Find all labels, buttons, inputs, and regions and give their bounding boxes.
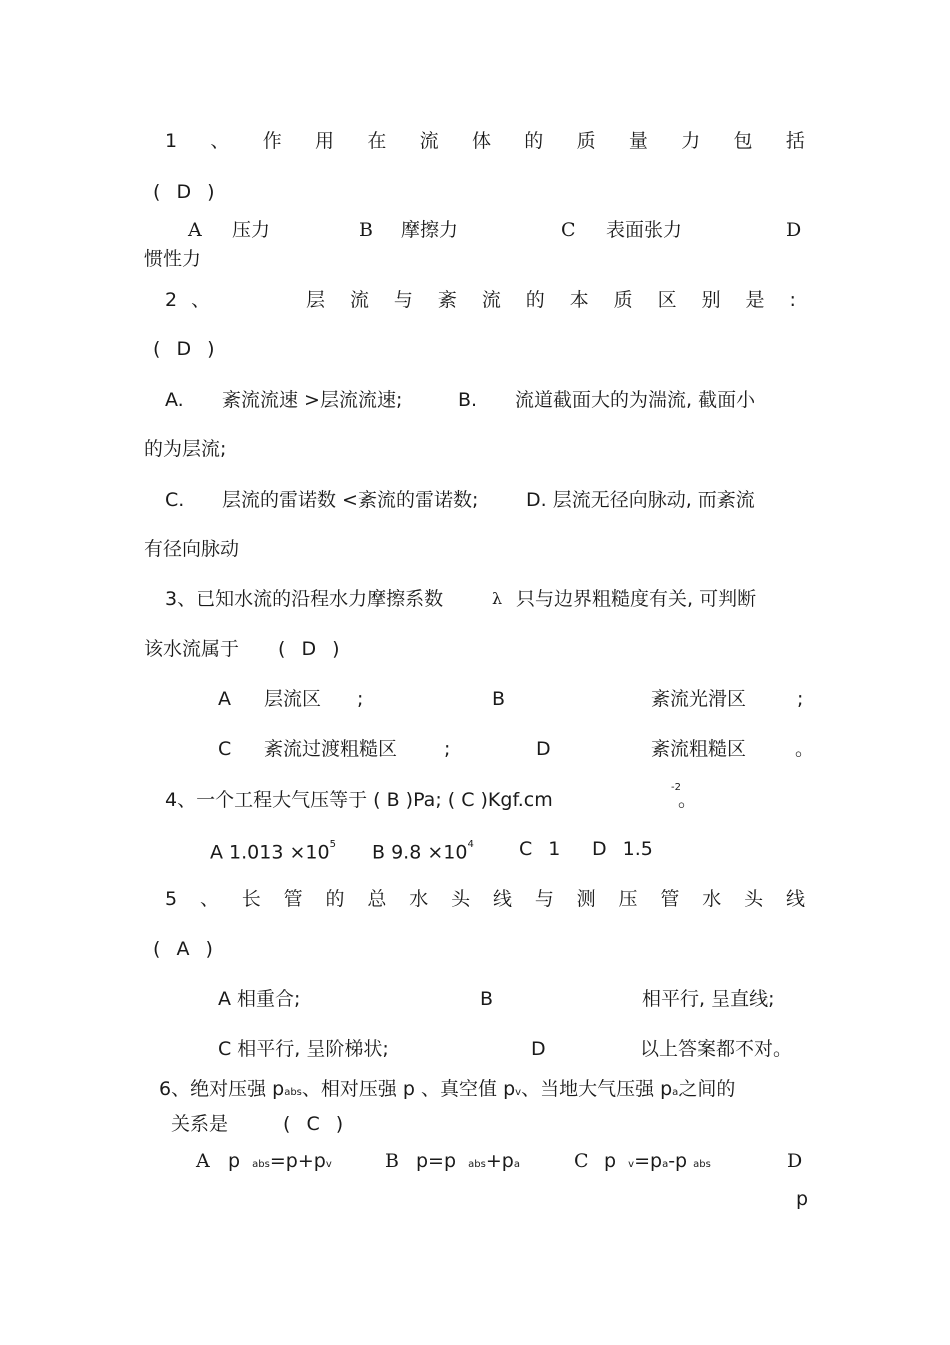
q5-option-b-text: 相平行, 呈直线; bbox=[642, 988, 775, 1010]
q5-char: 管 bbox=[660, 888, 680, 910]
q2-option-b-text: 流道截面大的为湍流, 截面小 bbox=[515, 389, 756, 411]
q5-char: 线 bbox=[492, 888, 512, 910]
q3-lambda-symbol: λ bbox=[492, 589, 503, 608]
q6-formula-part: +p bbox=[485, 1150, 514, 1172]
q1-char: 的 bbox=[524, 130, 544, 152]
q6-subscript: a bbox=[672, 1087, 679, 1098]
q5-char: 线 bbox=[785, 888, 805, 910]
q5-char: 测 bbox=[576, 888, 596, 910]
q2-char: 的 bbox=[525, 289, 545, 311]
q3-option-a-label: A bbox=[218, 688, 231, 710]
q1-stem bbox=[165, 128, 805, 154]
q6-stem-part: 6、绝对压强 p bbox=[159, 1078, 285, 1100]
q3-option-d-text: 紊流粗糙区 bbox=[651, 738, 747, 760]
q5-char: 水 bbox=[702, 888, 722, 910]
q5-char: 压 bbox=[618, 888, 638, 910]
q3-stem-line1-end: 只与边界粗糙度有关, 可判断 bbox=[516, 588, 757, 610]
q3-option-b-label: B bbox=[492, 688, 506, 710]
q1-char: 、 bbox=[210, 130, 230, 152]
q6-stem-part: 之间的 bbox=[678, 1078, 736, 1100]
q5-char: 头 bbox=[744, 888, 764, 910]
q6-subscript: abs bbox=[693, 1159, 711, 1170]
q6-subscript: a bbox=[662, 1159, 669, 1170]
q1-char: 量 bbox=[628, 130, 648, 152]
q3-option-c-text: 紊流过渡粗糙区 bbox=[264, 738, 398, 760]
q4-option-a-exponent: 5 bbox=[329, 839, 336, 850]
q5-option-b-label: B bbox=[480, 988, 494, 1010]
q1-char: 1 bbox=[165, 130, 178, 152]
q5-option-d-text: 以上答案都不对。 bbox=[640, 1038, 793, 1060]
q3-stem-line1: 3、已知水流的沿程水力摩擦系数 bbox=[165, 588, 444, 610]
q1-answer: ( D ) bbox=[153, 181, 215, 203]
q6-option-c-label: C bbox=[574, 1150, 589, 1172]
q4-option-b-text: B 9.8 ×10 bbox=[372, 841, 468, 864]
q6-option-b-formula bbox=[416, 1148, 520, 1178]
q2-char: 本 bbox=[569, 289, 589, 311]
q2-option-a-label: A. bbox=[165, 389, 184, 411]
q2-option-a-text: 紊流流速 >层流流速; bbox=[222, 389, 403, 411]
q2-char: 紊 bbox=[437, 289, 457, 311]
q4-stem-end: 。 bbox=[678, 789, 698, 811]
q4-option-c: C 1 bbox=[519, 838, 561, 860]
q6-subscript: abs bbox=[284, 1087, 302, 1098]
q5-answer: ( A ) bbox=[153, 938, 213, 960]
q4-option-b-exponent: 4 bbox=[467, 839, 474, 850]
q6-subscript: a bbox=[513, 1159, 520, 1170]
q1-char: 包 bbox=[733, 130, 753, 152]
q2-char: 别 bbox=[701, 289, 721, 311]
q3-stem-line2: 该水流属于 bbox=[144, 638, 240, 660]
q6-option-b-label: B bbox=[385, 1150, 399, 1172]
q5-option-d-label: D bbox=[531, 1038, 546, 1060]
q6-formula-part: p bbox=[228, 1150, 241, 1172]
q3-option-b-text: 紊流光滑区 bbox=[651, 688, 747, 710]
q6-option-d-formula: p bbox=[796, 1188, 809, 1210]
q1-option-d-text: 惯性力 bbox=[144, 248, 202, 270]
q5-option-c: C 相平行, 呈阶梯状; bbox=[218, 1038, 389, 1060]
q5-char: 长 bbox=[241, 888, 261, 910]
q3-option-c-end: ; bbox=[444, 738, 451, 760]
q6-stem-part: 、当地大气压强 p bbox=[521, 1078, 673, 1100]
q5-char: 的 bbox=[325, 888, 345, 910]
q1-option-d-label: D bbox=[786, 219, 802, 241]
q6-subscript: v bbox=[325, 1159, 332, 1170]
q5-char: 、 bbox=[199, 888, 219, 910]
q1-option-a-text: 压力 bbox=[232, 219, 271, 241]
q4-stem-exponent: -2 bbox=[671, 782, 681, 793]
q1-option-c-label: C bbox=[561, 219, 576, 241]
q6-subscript: abs bbox=[468, 1159, 486, 1170]
q6-stem-line2: 关系是 bbox=[171, 1113, 229, 1135]
q2-char: 层 bbox=[306, 289, 326, 311]
q1-char: 在 bbox=[367, 130, 387, 152]
q1-char: 用 bbox=[315, 130, 335, 152]
q1-char: 力 bbox=[681, 130, 701, 152]
q1-option-b-text: 摩擦力 bbox=[401, 219, 459, 241]
q6-formula-part: =p bbox=[634, 1150, 663, 1172]
q6-formula-part: p bbox=[604, 1150, 617, 1172]
q2-option-b-label: B. bbox=[458, 389, 478, 411]
q5-char: 管 bbox=[283, 888, 303, 910]
q5-char: 头 bbox=[451, 888, 471, 910]
q1-option-b-label: B bbox=[359, 219, 373, 241]
q5-char: 与 bbox=[534, 888, 554, 910]
q3-option-c-label: C bbox=[218, 738, 232, 760]
q4-stem: 4、一个工程大气压等于 ( B )Pa; ( C )Kgf.cm bbox=[165, 789, 553, 811]
q1-option-c-text: 表面张力 bbox=[606, 219, 683, 241]
q6-stem-part: 、相对压强 p 、真空值 p bbox=[301, 1078, 516, 1100]
q1-char: 作 bbox=[262, 130, 282, 152]
q2-option-c-text: 层流的雷诺数 <紊流的雷诺数; bbox=[222, 489, 479, 511]
q6-stem-line1 bbox=[159, 1076, 735, 1106]
q1-char: 括 bbox=[785, 130, 805, 152]
q6-option-a-label: A bbox=[196, 1150, 210, 1172]
q6-option-d-label: D bbox=[787, 1150, 803, 1172]
q3-option-b-end: ; bbox=[797, 688, 804, 710]
q5-char: 5 bbox=[165, 888, 178, 910]
q2-stem bbox=[306, 287, 796, 313]
q2-char: 流 bbox=[349, 289, 369, 311]
q2-char: 区 bbox=[657, 289, 677, 311]
q6-option-c-formula bbox=[604, 1148, 711, 1178]
q1-option-a-label: A bbox=[188, 219, 202, 241]
q6-formula-part: p=p bbox=[416, 1150, 457, 1172]
q2-option-b-continuation: 的为层流; bbox=[144, 438, 227, 460]
q2-char: : bbox=[789, 289, 796, 311]
q1-char: 体 bbox=[471, 130, 491, 152]
q6-formula-part: =p+p bbox=[269, 1150, 326, 1172]
q5-char: 总 bbox=[367, 888, 387, 910]
q2-char: 与 bbox=[393, 289, 413, 311]
q2-option-d-continuation: 有径向脉动 bbox=[144, 538, 240, 560]
q6-option-a-formula bbox=[228, 1148, 332, 1178]
q2-number: 2 、 bbox=[165, 289, 211, 311]
q3-option-a-text: 层流区 bbox=[264, 688, 322, 710]
q1-char: 流 bbox=[419, 130, 439, 152]
q2-answer: ( D ) bbox=[153, 338, 215, 360]
q6-subscript: v bbox=[515, 1087, 522, 1098]
q1-char: 质 bbox=[576, 130, 596, 152]
q4-option-d: D 1.5 bbox=[592, 838, 653, 860]
q5-char: 水 bbox=[409, 888, 429, 910]
q2-option-d-text: D. 层流无径向脉动, 而紊流 bbox=[526, 489, 755, 511]
q4-option-a bbox=[210, 836, 336, 865]
q2-option-c-label: C. bbox=[165, 489, 185, 511]
q5-stem bbox=[165, 886, 805, 912]
q2-char: 流 bbox=[481, 289, 501, 311]
q4-option-a-text: A 1.013 ×10 bbox=[210, 841, 330, 864]
q2-char: 质 bbox=[613, 289, 633, 311]
q3-option-a-end: ; bbox=[357, 688, 364, 710]
q3-answer: ( D ) bbox=[278, 638, 340, 660]
q4-option-b bbox=[372, 836, 474, 865]
q6-answer: ( C ) bbox=[283, 1113, 344, 1135]
q3-option-d-end: 。 bbox=[795, 738, 815, 760]
q6-subscript: v bbox=[628, 1159, 635, 1170]
q6-subscript: abs bbox=[252, 1159, 270, 1170]
q6-formula-part: -p bbox=[668, 1150, 688, 1172]
q3-option-d-label: D bbox=[536, 738, 551, 760]
q2-char: 是 bbox=[745, 289, 765, 311]
q5-option-a: A 相重合; bbox=[218, 988, 301, 1010]
